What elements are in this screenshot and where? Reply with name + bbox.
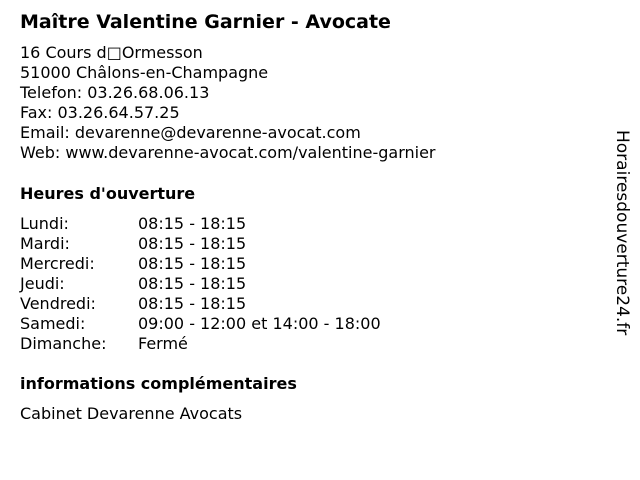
- additional-info-heading: informations complémentaires: [20, 374, 297, 393]
- watermark-text: Horairesdouverture24.fr: [612, 130, 632, 336]
- day-label: Mardi:: [20, 234, 70, 253]
- watermark: [608, 130, 636, 370]
- address-street: 16 Cours d□Ormesson: [20, 43, 203, 62]
- hours-value: Fermé: [138, 334, 188, 353]
- day-label: Samedi:: [20, 314, 86, 333]
- additional-info-block: [20, 404, 242, 424]
- opening-hours-heading: Heures d'ouverture: [20, 184, 196, 203]
- day-label: Vendredi:: [20, 294, 96, 313]
- website-link: Web: www.devarenne-avocat.com/valentine-garnier: [20, 143, 436, 162]
- day-label: Dimanche:: [20, 334, 107, 353]
- page-title: Maître Valentine Garnier - Avocate: [20, 11, 391, 33]
- hours-value: 08:15 - 18:15: [138, 294, 247, 313]
- hours-value: 08:15 - 18:15: [138, 274, 247, 293]
- hours-value: 09:00 - 12:00 et 14:00 - 18:00: [138, 314, 381, 333]
- day-label: Jeudi:: [20, 274, 65, 293]
- additional-info-text: Cabinet Devarenne Avocats: [20, 404, 243, 423]
- day-label: Lundi:: [20, 214, 69, 233]
- phone-number: Telefon: 03.26.68.06.13: [20, 83, 210, 102]
- fax-number: Fax: 03.26.64.57.25: [20, 103, 180, 122]
- contact-block: [20, 43, 436, 163]
- hours-value: 08:15 - 18:15: [138, 214, 247, 233]
- day-label: Mercredi:: [20, 254, 95, 273]
- hours-value: 08:15 - 18:15: [138, 254, 247, 273]
- hours-value: 08:15 - 18:15: [138, 234, 247, 253]
- address-city: 51000 Châlons-en-Champagne: [20, 63, 269, 82]
- email-address: Email: devarenne@devarenne-avocat.com: [20, 123, 361, 142]
